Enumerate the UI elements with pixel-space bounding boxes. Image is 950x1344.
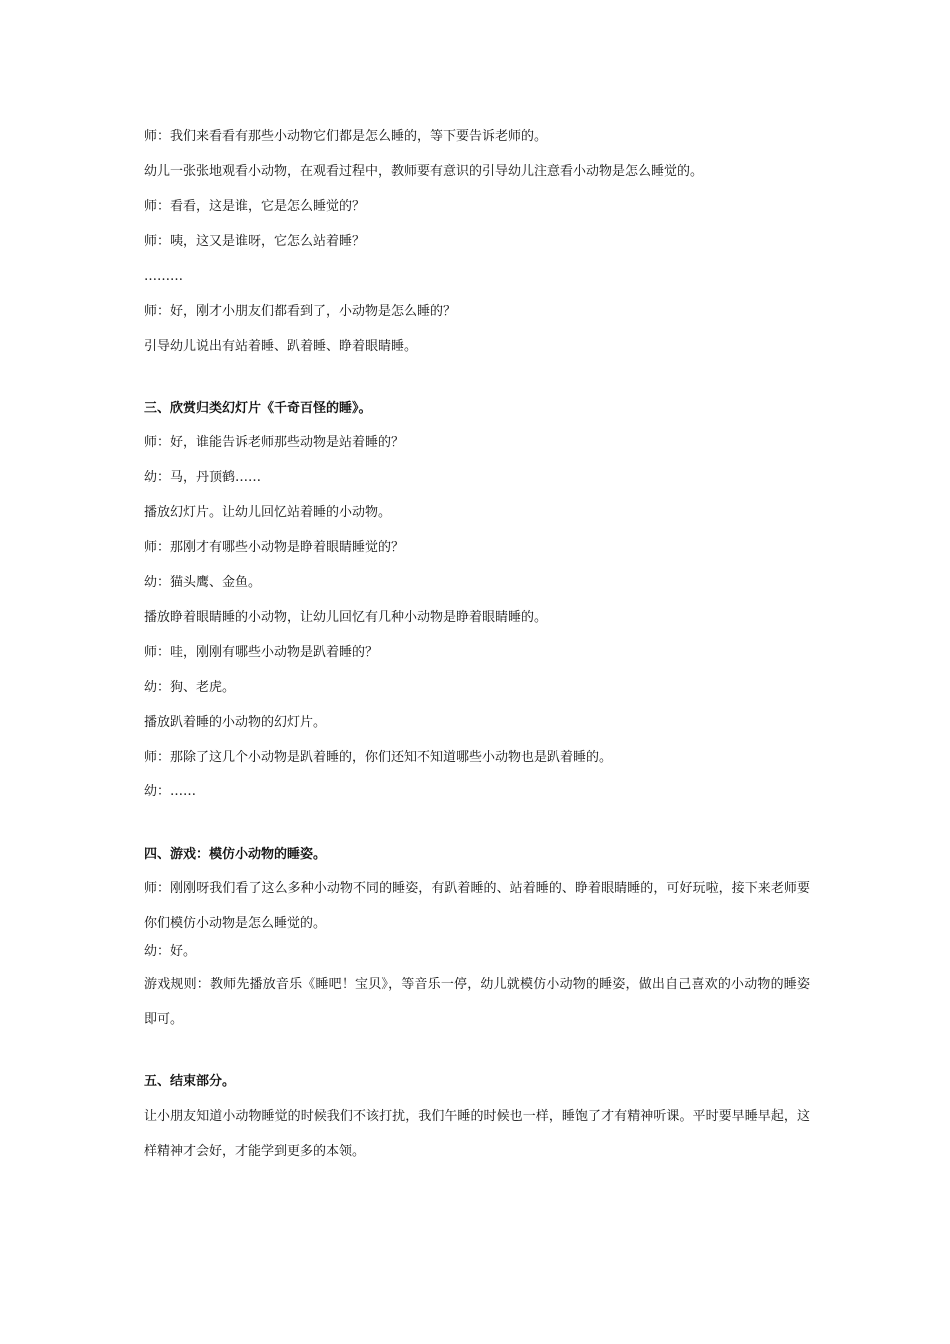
dialogue-line: 师：好，谁能告诉老师那些动物是站着睡的？ xyxy=(144,435,405,450)
ellipsis-line: ……… xyxy=(144,269,183,284)
narration-line: 引导幼儿说出有站着睡、趴着睡、睁着眼睛睡。 xyxy=(144,339,418,354)
dialogue-line: 师：看看，这是谁，它是怎么睡觉的？ xyxy=(144,199,366,214)
document-page xyxy=(144,0,810,1344)
dialogue-line: 幼：狗、老虎。 xyxy=(144,680,236,695)
dialogue-line: 幼：好。 xyxy=(144,944,197,959)
closing-paragraph: 让小朋友知道小动物睡觉的时候我们不该打扰，我们午睡的时候也一样，睡饱了才有精神听课。平时要早睡早起，这样精神才会好，才能学到更多的本领。 xyxy=(144,1109,810,1159)
narration-line: 幼儿一张张地观看小动物，在观看过程中，教师要有意识的引导幼儿注意看小动物是怎么睡觉的。 xyxy=(144,164,704,179)
dialogue-line: 师：咦，这又是谁呀，它怎么站着睡？ xyxy=(144,234,366,249)
dialogue-line: 师：那除了这几个小动物是趴着睡的，你们还知不知道哪些小动物也是趴着睡的。 xyxy=(144,750,613,765)
narration-line: 播放幻灯片。让幼儿回忆站着睡的小动物。 xyxy=(144,505,392,520)
game-rules-paragraph: 游戏规则：教师先播放音乐《睡吧！宝贝》，等音乐一停，幼儿就模仿小动物的睡姿，做出自己喜欢的小动物的睡姿即可。 xyxy=(144,977,810,1027)
section-heading-3: 三、欣赏归类幻灯片《千奇百怪的睡》。 xyxy=(144,401,372,416)
dialogue-line: 师：那刚才有哪些小动物是睁着眼睛睡觉的？ xyxy=(144,540,405,555)
section-heading-4: 四、游戏：模仿小动物的睡姿。 xyxy=(144,847,327,862)
section-heading-5: 五、结束部分。 xyxy=(144,1074,236,1089)
dialogue-line: 师：哇，刚刚有哪些小动物是趴着睡的？ xyxy=(144,645,379,660)
narration-line: 播放睁着眼睛睡的小动物，让幼儿回忆有几种小动物是睁着眼睛睡的。 xyxy=(144,610,548,625)
dialogue-paragraph: 师：刚刚呀我们看了这么多种小动物不同的睡姿，有趴着睡的、站着睡的、睁着眼睛睡的，可好玩啦，接下来老师要你们模仿小动物是怎么睡觉的。 xyxy=(144,881,810,931)
narration-line: 播放趴着睡的小动物的幻灯片。 xyxy=(144,715,327,730)
dialogue-line: 幼：猫头鹰、金鱼。 xyxy=(144,575,262,590)
dialogue-line: 师：我们来看看有那些小动物它们都是怎么睡的，等下要告诉老师的。 xyxy=(144,129,548,144)
dialogue-line: 幼：马，丹顶鹤…… xyxy=(144,470,262,485)
dialogue-line: 师：好，刚才小朋友们都看到了，小动物是怎么睡的？ xyxy=(144,304,457,319)
dialogue-line: 幼：…… xyxy=(144,784,197,799)
